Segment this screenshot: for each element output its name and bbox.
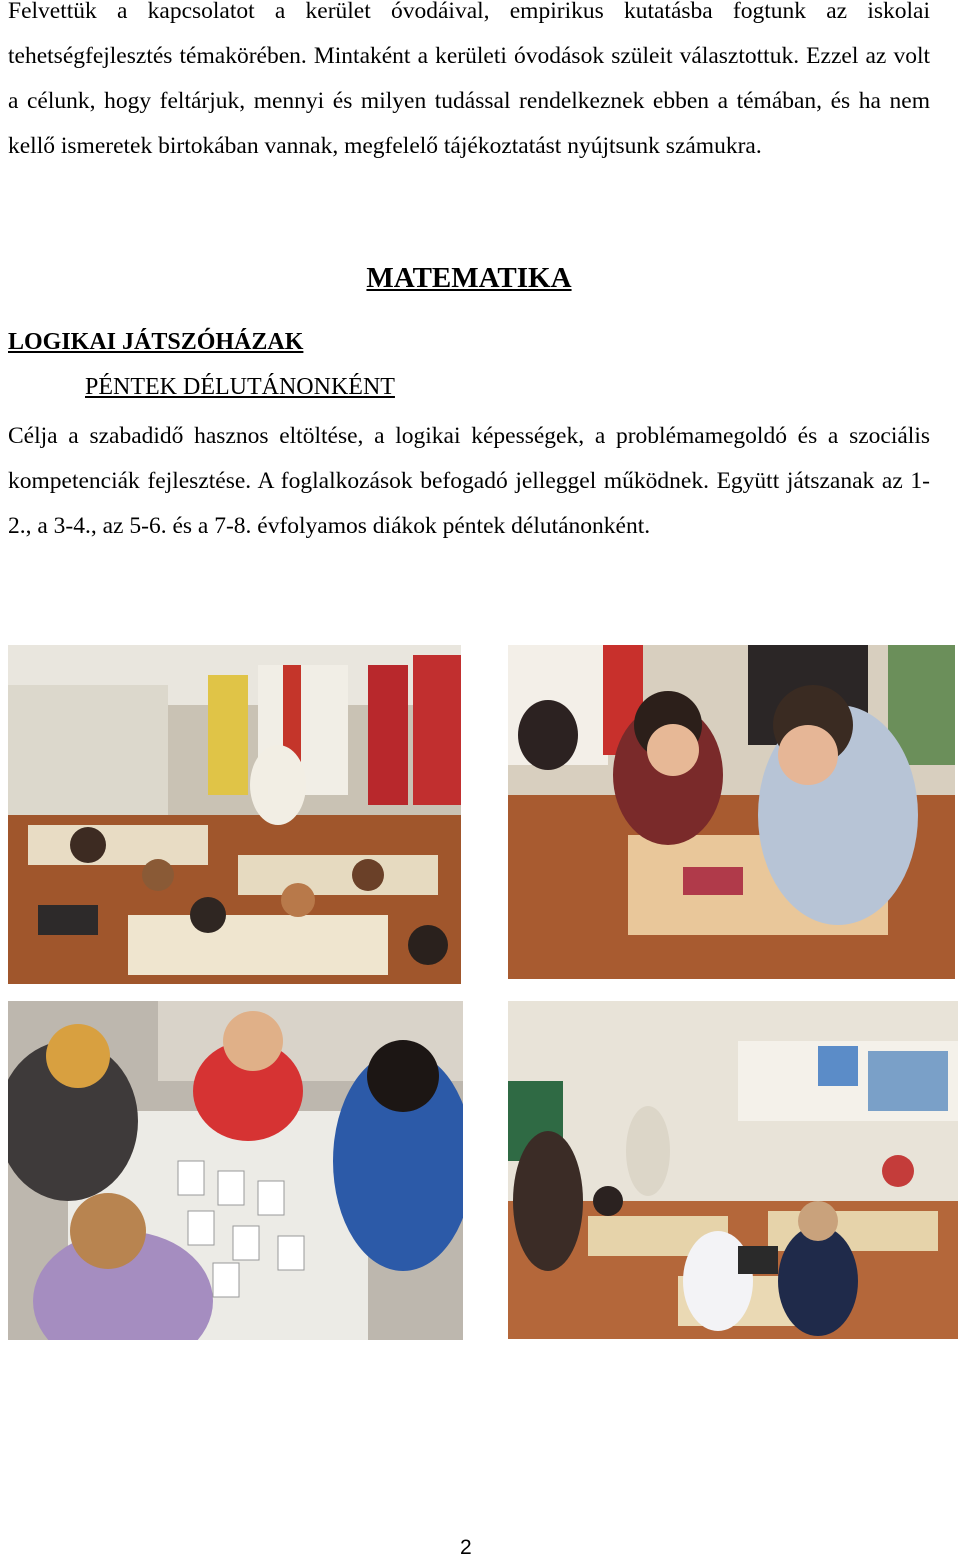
photo-children-card-game-graphic <box>8 1001 463 1340</box>
body-paragraph: Célja a szabadidő hasznos eltöltése, a logikai képességek, a problémamegoldó és a szociális kompetenciák fejlesztése. A foglalkozások befogadó jelleggel működnek. Együtt játszanak az 1-2., a 3-4., az 5-6. és a 7-8. évfolyamos diákok péntek délutánonként. <box>8 423 930 539</box>
section-heading: MATEMATIKA <box>366 262 572 294</box>
subheading: LOGIKAI JÁTSZÓHÁZAK <box>8 329 304 355</box>
page-number: 2 <box>460 1536 472 1559</box>
intro-paragraph: Felvettük a kapcsolatot a kerület óvodáival, empirikus kutatásba fogtunk az iskolai tehetségfejlesztés témakörében. Mintaként a kerületi óvodások szüleit választottuk. Ezzel az volt a célunk, hogy feltárjuk, mennyi és milyen tudással rendelkeznek ebben a témában, és ha nem kellő ismeretek birtokában vannak, megfelelő tájékoztatást nyújtsunk számukra. <box>8 0 930 159</box>
photo-children-card-game <box>8 1001 463 1340</box>
photo-boys-board-game <box>508 645 955 979</box>
photo-boys-board-game-graphic <box>508 645 955 979</box>
photo-classroom-wide <box>8 645 461 984</box>
photo-classroom-groups <box>508 1001 958 1339</box>
photo-classroom-groups-graphic <box>508 1001 958 1339</box>
subheading-line2: PÉNTEK DÉLUTÁNONKÉNT <box>85 374 395 400</box>
photo-classroom-wide-graphic <box>8 645 461 984</box>
